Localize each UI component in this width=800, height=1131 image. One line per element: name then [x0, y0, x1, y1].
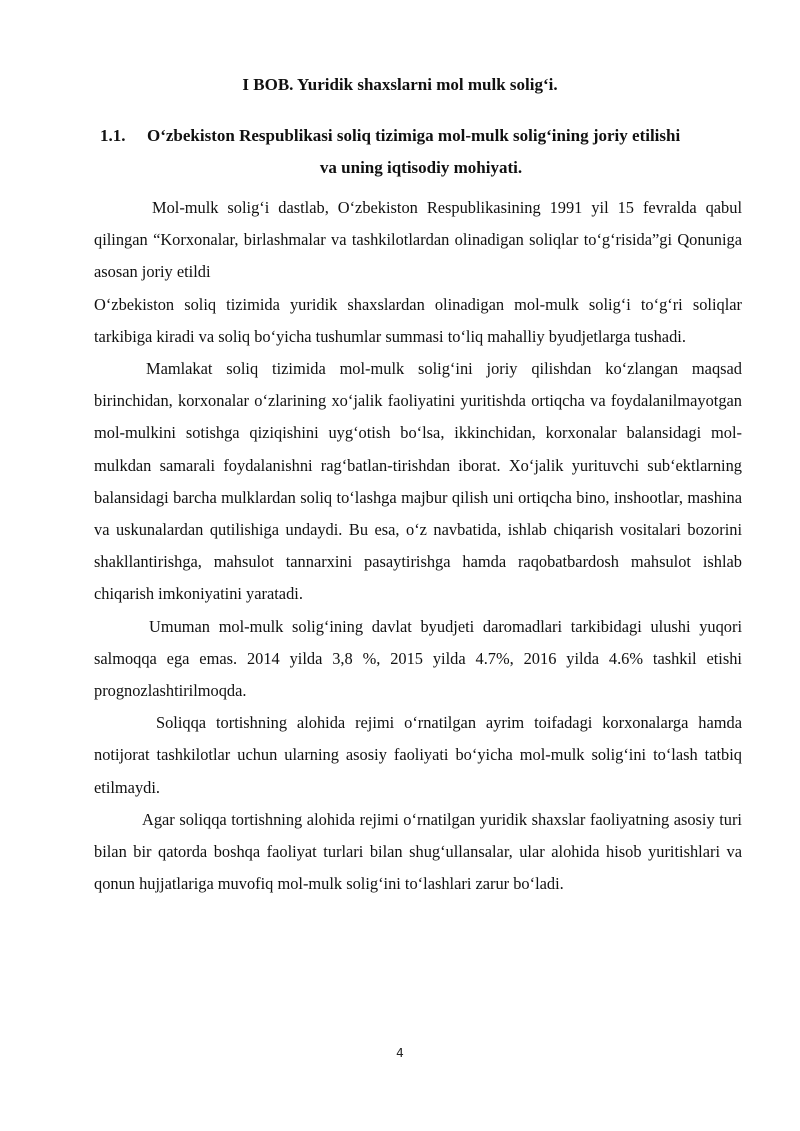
section-number: 1.1. [100, 126, 126, 145]
page-number: 4 [396, 1046, 404, 1060]
paragraph: Umuman mol-mulk solig‘ining davlat byudjeti daromadlari tarkibidagi ulushi yuqori salmoqqa ega emas. 2014 yilda 3,8 %, 2015 yilda 4.7%, 2016 yilda 4.6% tashkil etishi prognozlashtirilmoqda. [94, 616, 742, 701]
chapter-title: I BOB. Yuridik shaxslarni mol mulk solig‘i. [242, 75, 558, 94]
body-text [94, 192, 742, 900]
paragraph: Mol-mulk solig‘i dastlab, O‘zbekiston Respublikasining 1991 yil 15 fevralda qabul qilingan “Korxonalar, birlashmalar va tashkilotlardan olinadigan soliqlar to‘g‘risida”gi Qonuniga asosan joriy etildi [94, 198, 742, 282]
section-title-line1: O‘zbekiston Respublikasi soliq tizimiga mol-mulk solig‘ining joriy etilishi [147, 126, 681, 145]
paragraph: Soliqqa tortishning alohida rejimi o‘rnatilgan ayrim toifadagi korxonalarga hamda notijorat tashkilotlar uchun ularning asosiy faoliyati bo‘yicha mol-mulk solig‘ini to‘lash tatbiq etilmaydi. [94, 713, 742, 797]
section-title-line2: va uning iqtisodiy mohiyati. [319, 158, 523, 177]
paragraph: O‘zbekiston soliq tizimida yuridik shaxslardan olinadigan mol-mulk solig‘i to‘g‘ri soliqlar tarkibiga kiradi va soliq bo‘yicha tushumlar summasi to‘liq mahalliy byudjetlarga tushadi. [94, 294, 742, 346]
paragraph: Mamlakat soliq tizimida mol-mulk solig‘ini joriy qilishdan ko‘zlangan maqsad birinchidan, korxonalar o‘zlarining xo‘jalik faoliyatini yuritishda ortiqcha va foydalanilmayotgan mol-mulkini sotishga qiziqishini uyg‘otish bo‘lsa, ikkinchidan, korxonalar balansidagi mol-mulkdan samarali foydalanishni rag‘batlan-tirishdan iborat. Xo‘jalik yurituvchi sub‘ektlarning balansidagi barcha mulklardan soliq to‘lashga majbur qilish uni ortiqcha bino, inshootlar, mashina va uskunalardan qutilishiga undaydi. Bu esa, o‘z navbatida, ishlab chiqarish vositalari bozorini shakllantirishga, mahsulot tannarxini pasaytirishga hamda raqobatbardosh mahsulot ishlab chiqarish imkoniyatini yaratadi. [94, 359, 742, 604]
paragraph: Agar soliqqa tortishning alohida rejimi o‘rnatilgan yuridik shaxslar faoliyatning asosiy turi bilan bir qatorda boshqa faoliyat turlari bilan shug‘ullansalar, ular alohida hisob yuritishlari va qonun hujjatlariga muvofiq mol-mulk solig‘ini to‘lashlari zarur bo‘ladi. [94, 809, 742, 894]
